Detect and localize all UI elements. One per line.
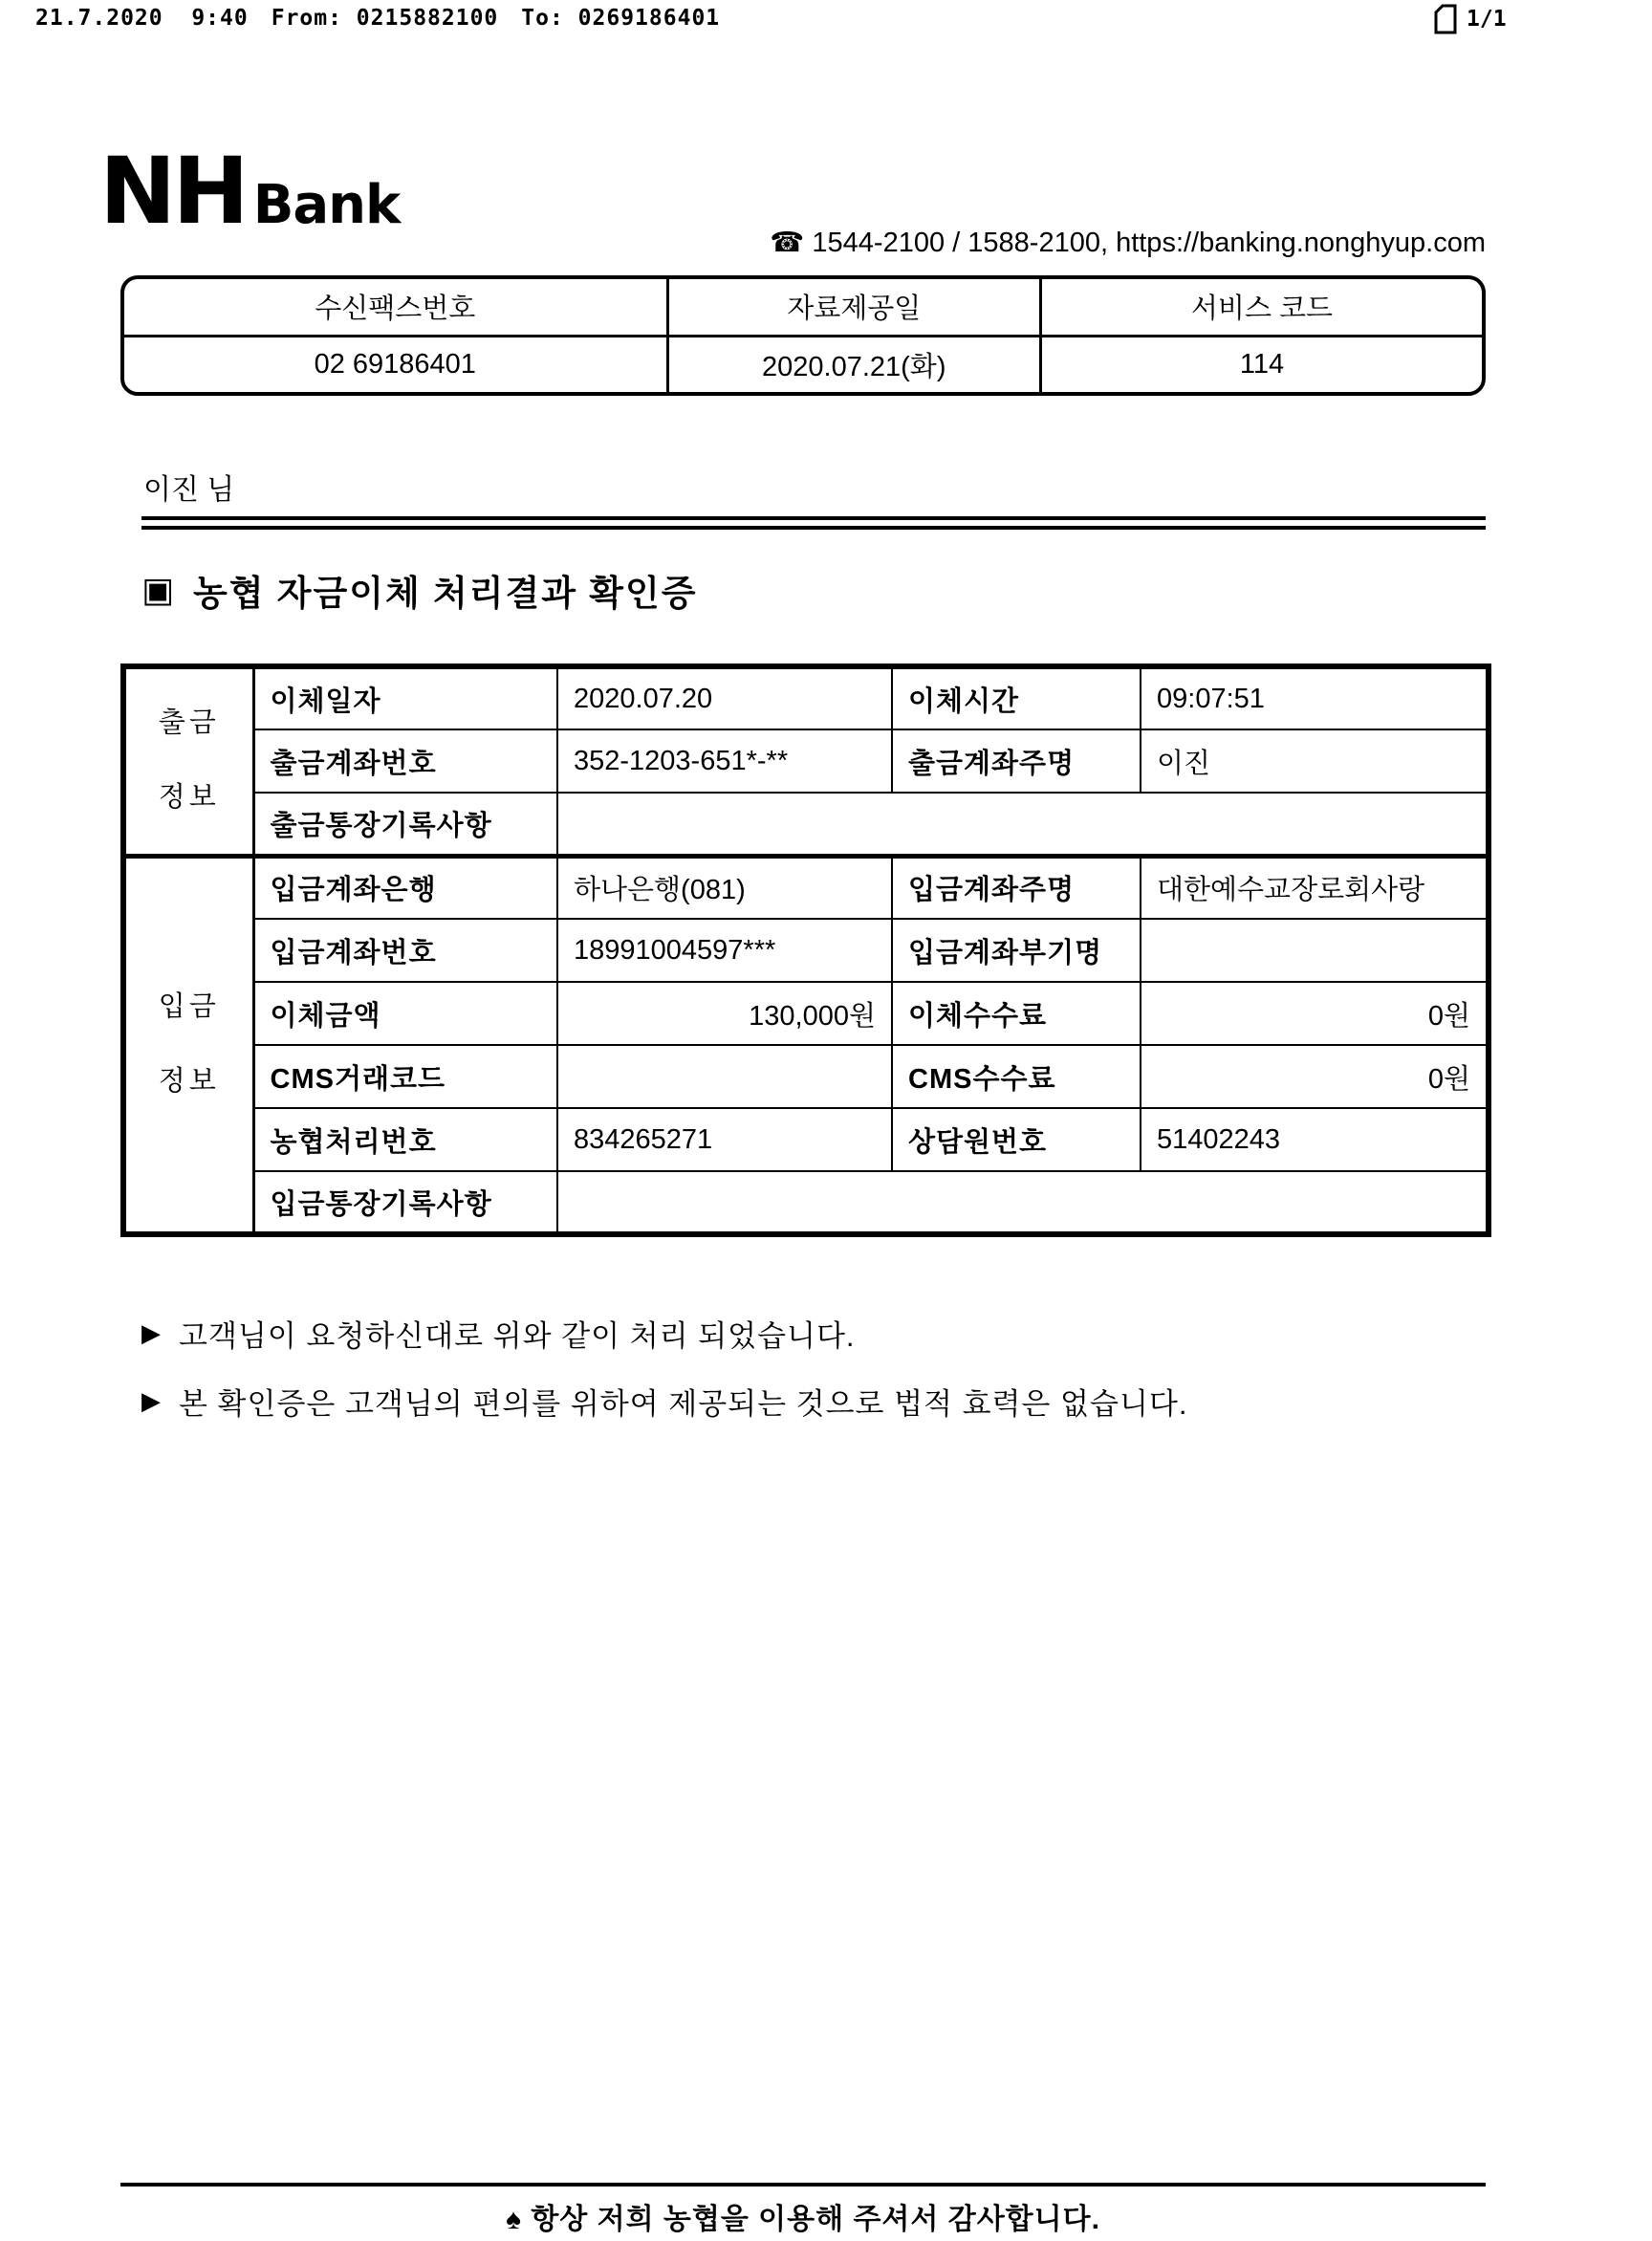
field-label: 입금통장기록사항 [253,1171,557,1234]
fax-from-number: From: 0215882100 [271,6,499,31]
footer-divider [120,2183,1486,2187]
field-value [1141,919,1489,982]
table-row-deposit-account [123,919,1489,982]
field-label: CMS거래코드 [253,1045,557,1108]
field-value: 하나은행(081) [557,856,892,919]
field-label: 상담원번호 [892,1108,1141,1171]
field-value-amount: 130,000원 [557,982,892,1045]
triangle-bullet-icon: ▶ [141,1386,162,1415]
page-count: 1/1 [1467,7,1507,32]
table-row-withdraw-account [123,729,1489,793]
triangle-bullet-icon: ▶ [141,1318,162,1347]
field-value: 대한예수교장로회사랑 [1141,856,1489,919]
field-label: 이체수수료 [892,982,1141,1045]
table-row-transfer-date [123,666,1489,729]
info-value-service-code: 114 [1041,336,1483,392]
field-value [557,793,1489,856]
spade-icon: ♠ [506,2204,522,2235]
field-label: 출금계좌주명 [892,729,1141,793]
table-row-transfer-amount [123,982,1489,1045]
table-row-withdraw-passbook-memo [123,793,1489,856]
field-value: 18991004597*** [557,919,892,982]
field-value-fee: 0원 [1141,1045,1489,1108]
transfer-result-table [120,664,1491,1237]
info-table-header-row [124,279,1482,336]
field-label: CMS수수료 [892,1045,1141,1108]
document-title-text: 농협 자금이체 처리결과 확인증 [193,574,698,613]
field-value: 2020.07.20 [557,666,892,729]
table-row-deposit-passbook-memo [123,1171,1489,1234]
info-value-date: 2020.07.21(화) [667,336,1041,392]
field-value: 834265271 [557,1108,892,1171]
table-row-cms-code [123,1045,1489,1108]
field-value: 09:07:51 [1141,666,1489,729]
info-table-value-row [124,336,1482,392]
note-processed [141,1312,1187,1355]
note-text: 고객님이 요청하신대로 위와 같이 처리 되었습니다. [179,1319,856,1353]
bank-contact-line: ☎ 1544-2100 / 1588-2100, https://banking.nonghyup.com [770,228,1486,258]
field-value-fee: 0원 [1141,982,1489,1045]
recipient-name: 이진 님 [143,474,235,506]
info-header-service-code: 서비스 코드 [1041,279,1483,336]
field-label: 이체시간 [892,666,1141,729]
footer-notes [141,1312,1187,1447]
table-row-process-number [123,1108,1489,1171]
title-square-icon: ▣ [141,570,177,609]
field-label: 농협처리번호 [253,1108,557,1171]
fax-datetime: 21.7.2020 9:40 [35,6,249,31]
field-value: 51402243 [1141,1108,1489,1171]
field-label: 입금계좌주명 [892,856,1141,919]
info-header-recv-fax: 수신팩스번호 [124,279,667,336]
field-value [557,1171,1489,1234]
section-label-deposit: 입금 정보 [123,856,253,1234]
field-label: 이체일자 [253,666,557,729]
fax-page-indicator [1434,4,1507,34]
table-row-deposit-bank [123,856,1489,919]
field-label: 출금통장기록사항 [253,793,557,856]
logo-nh-text: NH [99,138,246,245]
field-label: 입금계좌번호 [253,919,557,982]
footer-thanks-message: ♠ 항상 저희 농협을 이용해 주셔서 감사합니다. [506,2204,1100,2235]
field-label: 입금계좌은행 [253,856,557,919]
note-text: 본 확인증은 고객님의 편의를 위하여 제공되는 것으로 법적 효력은 없습니다. [179,1387,1188,1421]
double-rule-divider [141,516,1486,530]
field-label: 입금계좌부기명 [892,919,1141,982]
logo-bank-text: Bank [252,174,401,236]
document-title [141,564,698,616]
fax-to-number: To: 0269186401 [521,6,721,31]
field-value: 352-1203-651*-** [557,729,892,793]
field-value: 이진 [1141,729,1489,793]
note-no-legal-effect [141,1380,1187,1423]
section-label-withdrawal: 출금 정보 [123,666,253,856]
field-value [557,1045,892,1108]
fax-transmission-header [35,6,720,31]
field-label: 출금계좌번호 [253,729,557,793]
info-value-recv-fax: 02 69186401 [314,348,476,380]
page-icon [1434,4,1457,34]
field-label: 이체금액 [253,982,557,1045]
fax-info-table [120,275,1486,396]
info-header-date: 자료제공일 [667,279,1041,336]
